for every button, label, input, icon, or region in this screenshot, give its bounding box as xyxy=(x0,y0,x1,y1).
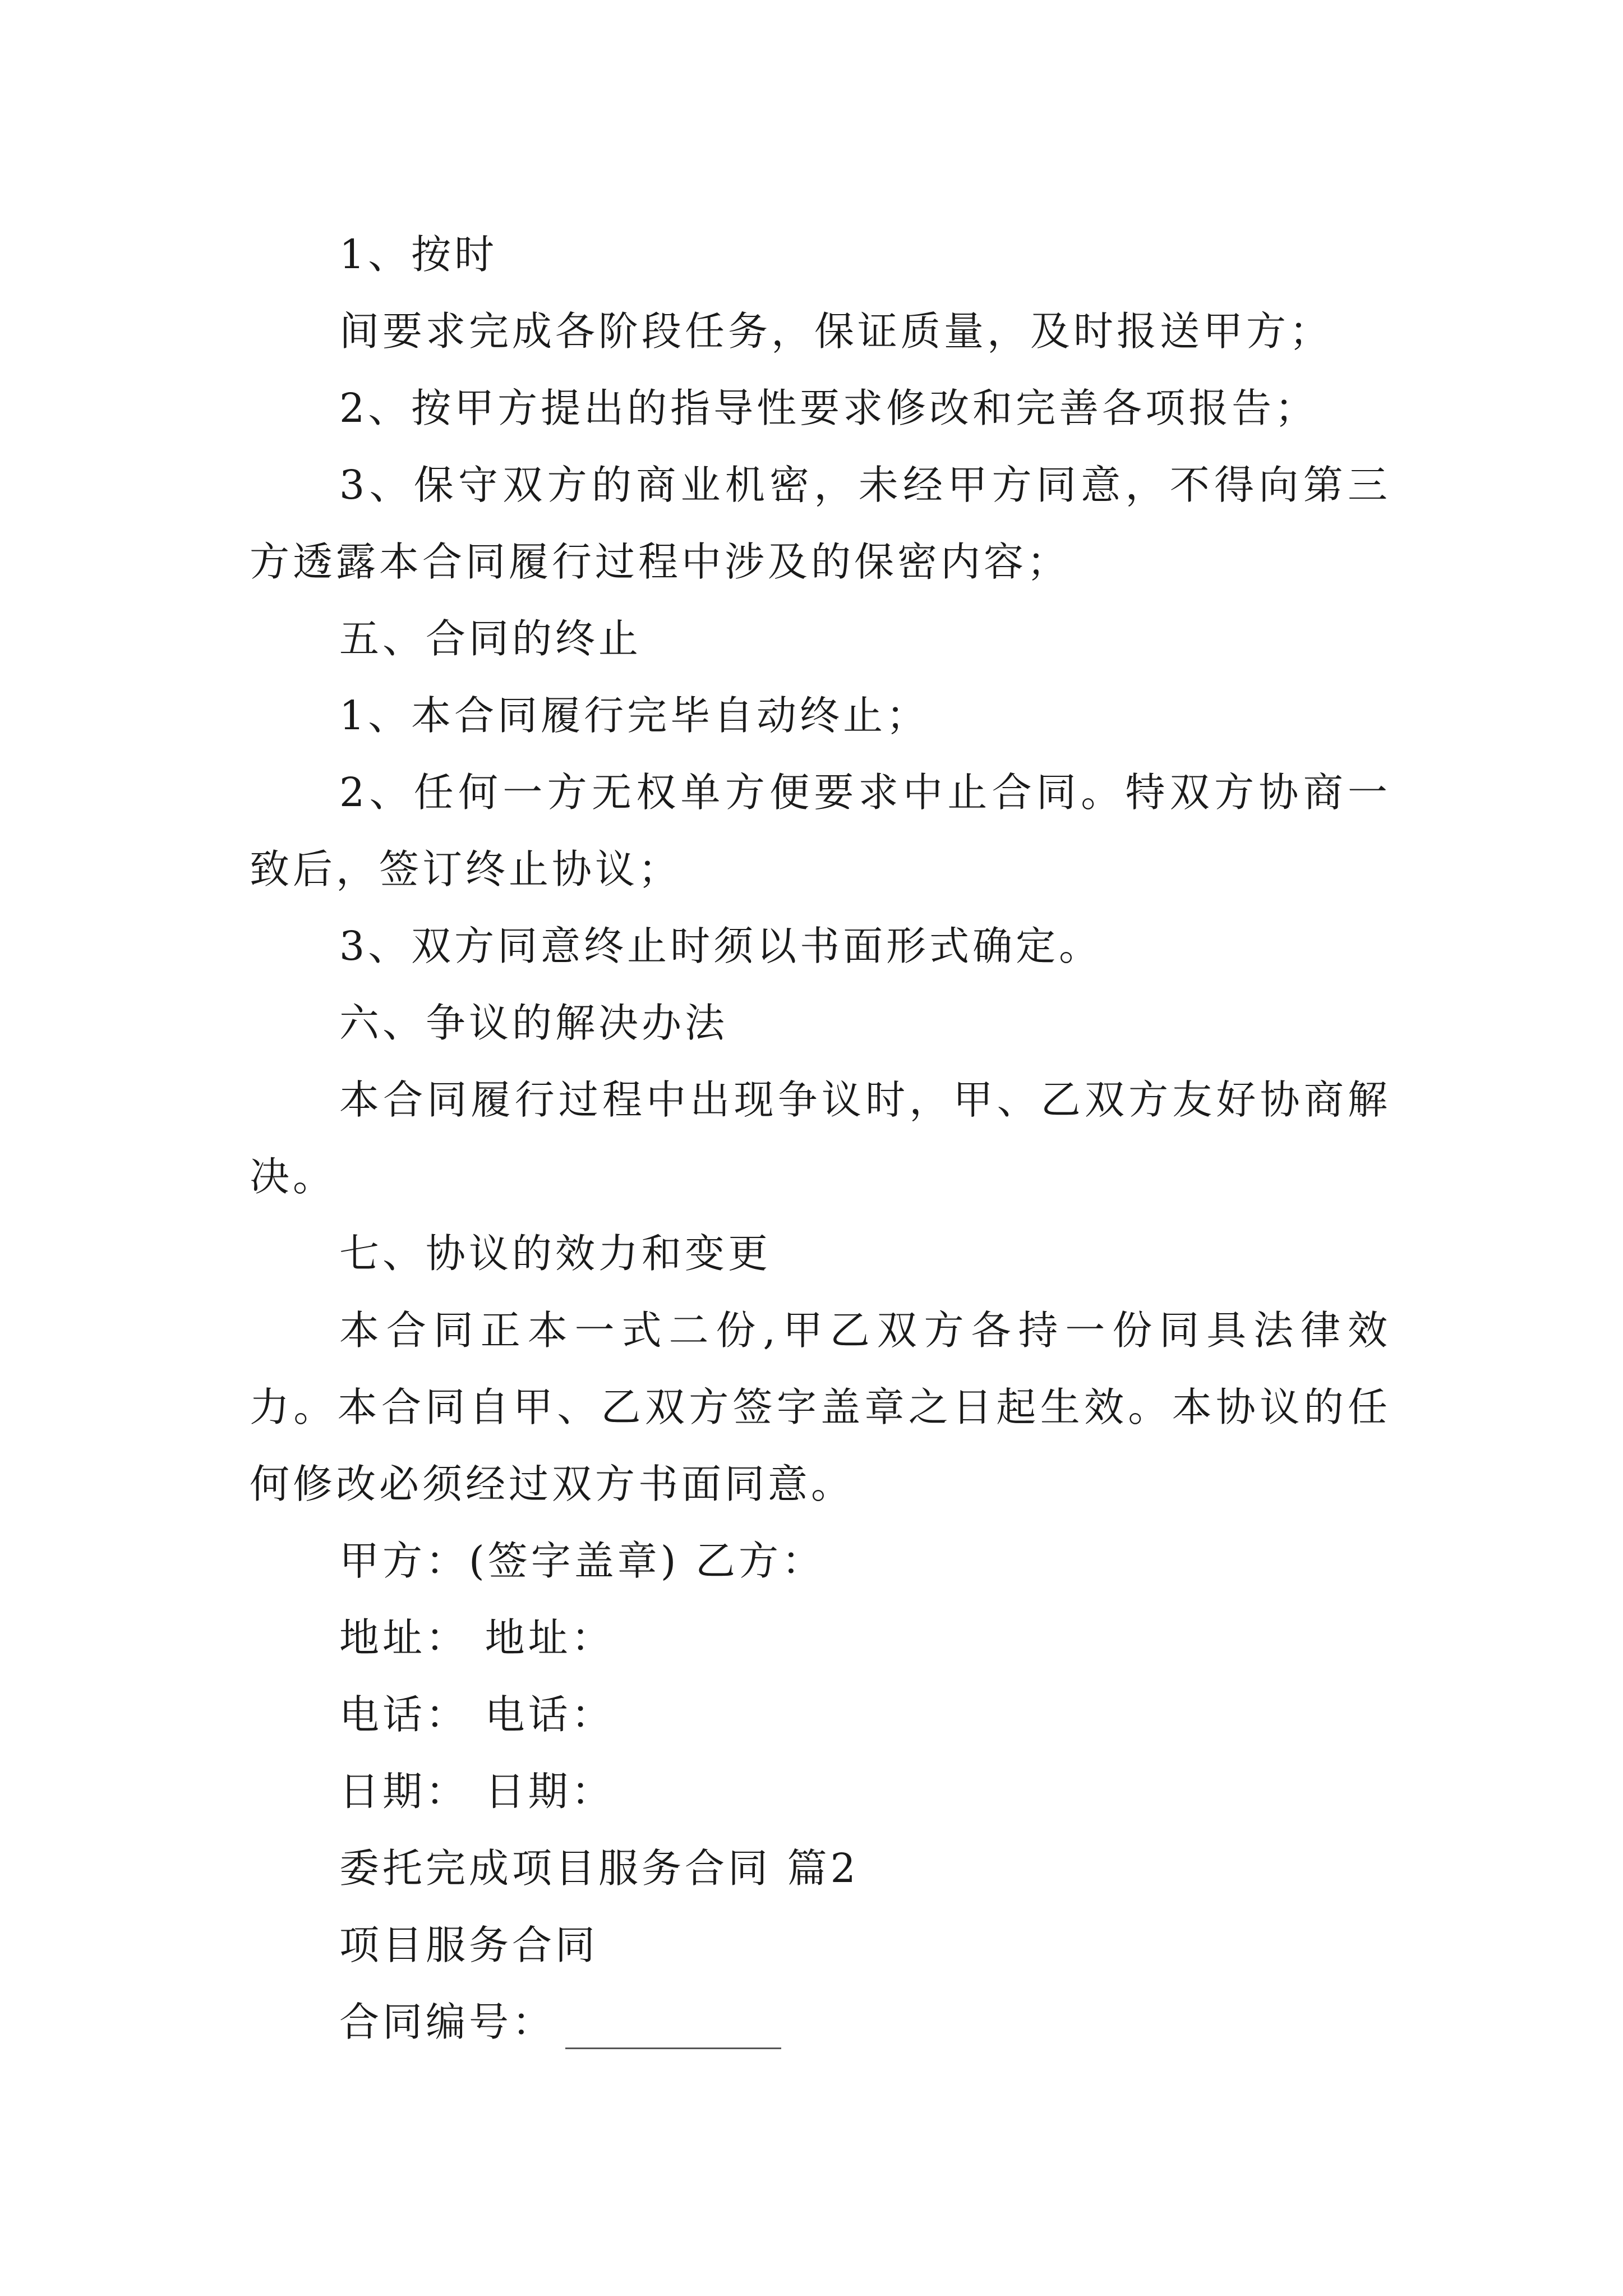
paragraph: 3、保守双方的商业机密，未经甲方同意，不得向第三方透露本合同履行过程中涉及的保密内容； xyxy=(250,462,1391,585)
paragraph: 本合同履行过程中出现争议时，甲、乙双方友好协商解决。 xyxy=(250,1076,1391,1200)
document-body xyxy=(250,216,1391,2060)
address-line: 地址： 地址： xyxy=(339,1614,615,1661)
phone-line: 电话： 电话： xyxy=(339,1691,615,1738)
paragraph: 本合同正本一式二份,甲乙双方各持一份同具法律效力。本合同自甲、乙双方签字盖章之日起生效。本协议的任何修改必须经过双方书面同意。 xyxy=(250,1307,1391,1507)
paragraph: 2、按甲方提出的指导性要求修改和完善各项报告； xyxy=(339,385,1318,431)
paragraph: 1、按时 xyxy=(339,231,498,278)
signature-party-line: 甲方：(签字盖章) 乙方： xyxy=(339,1538,825,1584)
paragraph: 2、任何一方无权单方便要求中止合同。特双方协商一致后，签订终止协议； xyxy=(250,769,1391,892)
contract-number-blank xyxy=(565,2047,781,2049)
paragraph: 3、双方同意终止时须以书面形式确定。 xyxy=(339,923,1103,969)
section-heading: 六、争议的解决办法 xyxy=(339,1000,728,1046)
document-title: 委托完成项目服务合同 篇2 xyxy=(339,1845,859,1892)
section-heading: 五、合同的终止 xyxy=(339,615,642,662)
paragraph: 1、本合同履行完毕自动终止； xyxy=(339,692,930,739)
date-line: 日期： 日期： xyxy=(339,1768,615,1815)
section-heading: 七、协议的效力和变更 xyxy=(339,1230,772,1277)
document-subtitle: 项目服务合同 xyxy=(339,1922,599,1968)
contract-number-line xyxy=(250,1984,1391,2060)
contract-number-label: 合同编号： xyxy=(339,1999,556,2045)
paragraph: 间要求完成各阶段任务，保证质量，及时报送甲方； xyxy=(339,308,1333,355)
